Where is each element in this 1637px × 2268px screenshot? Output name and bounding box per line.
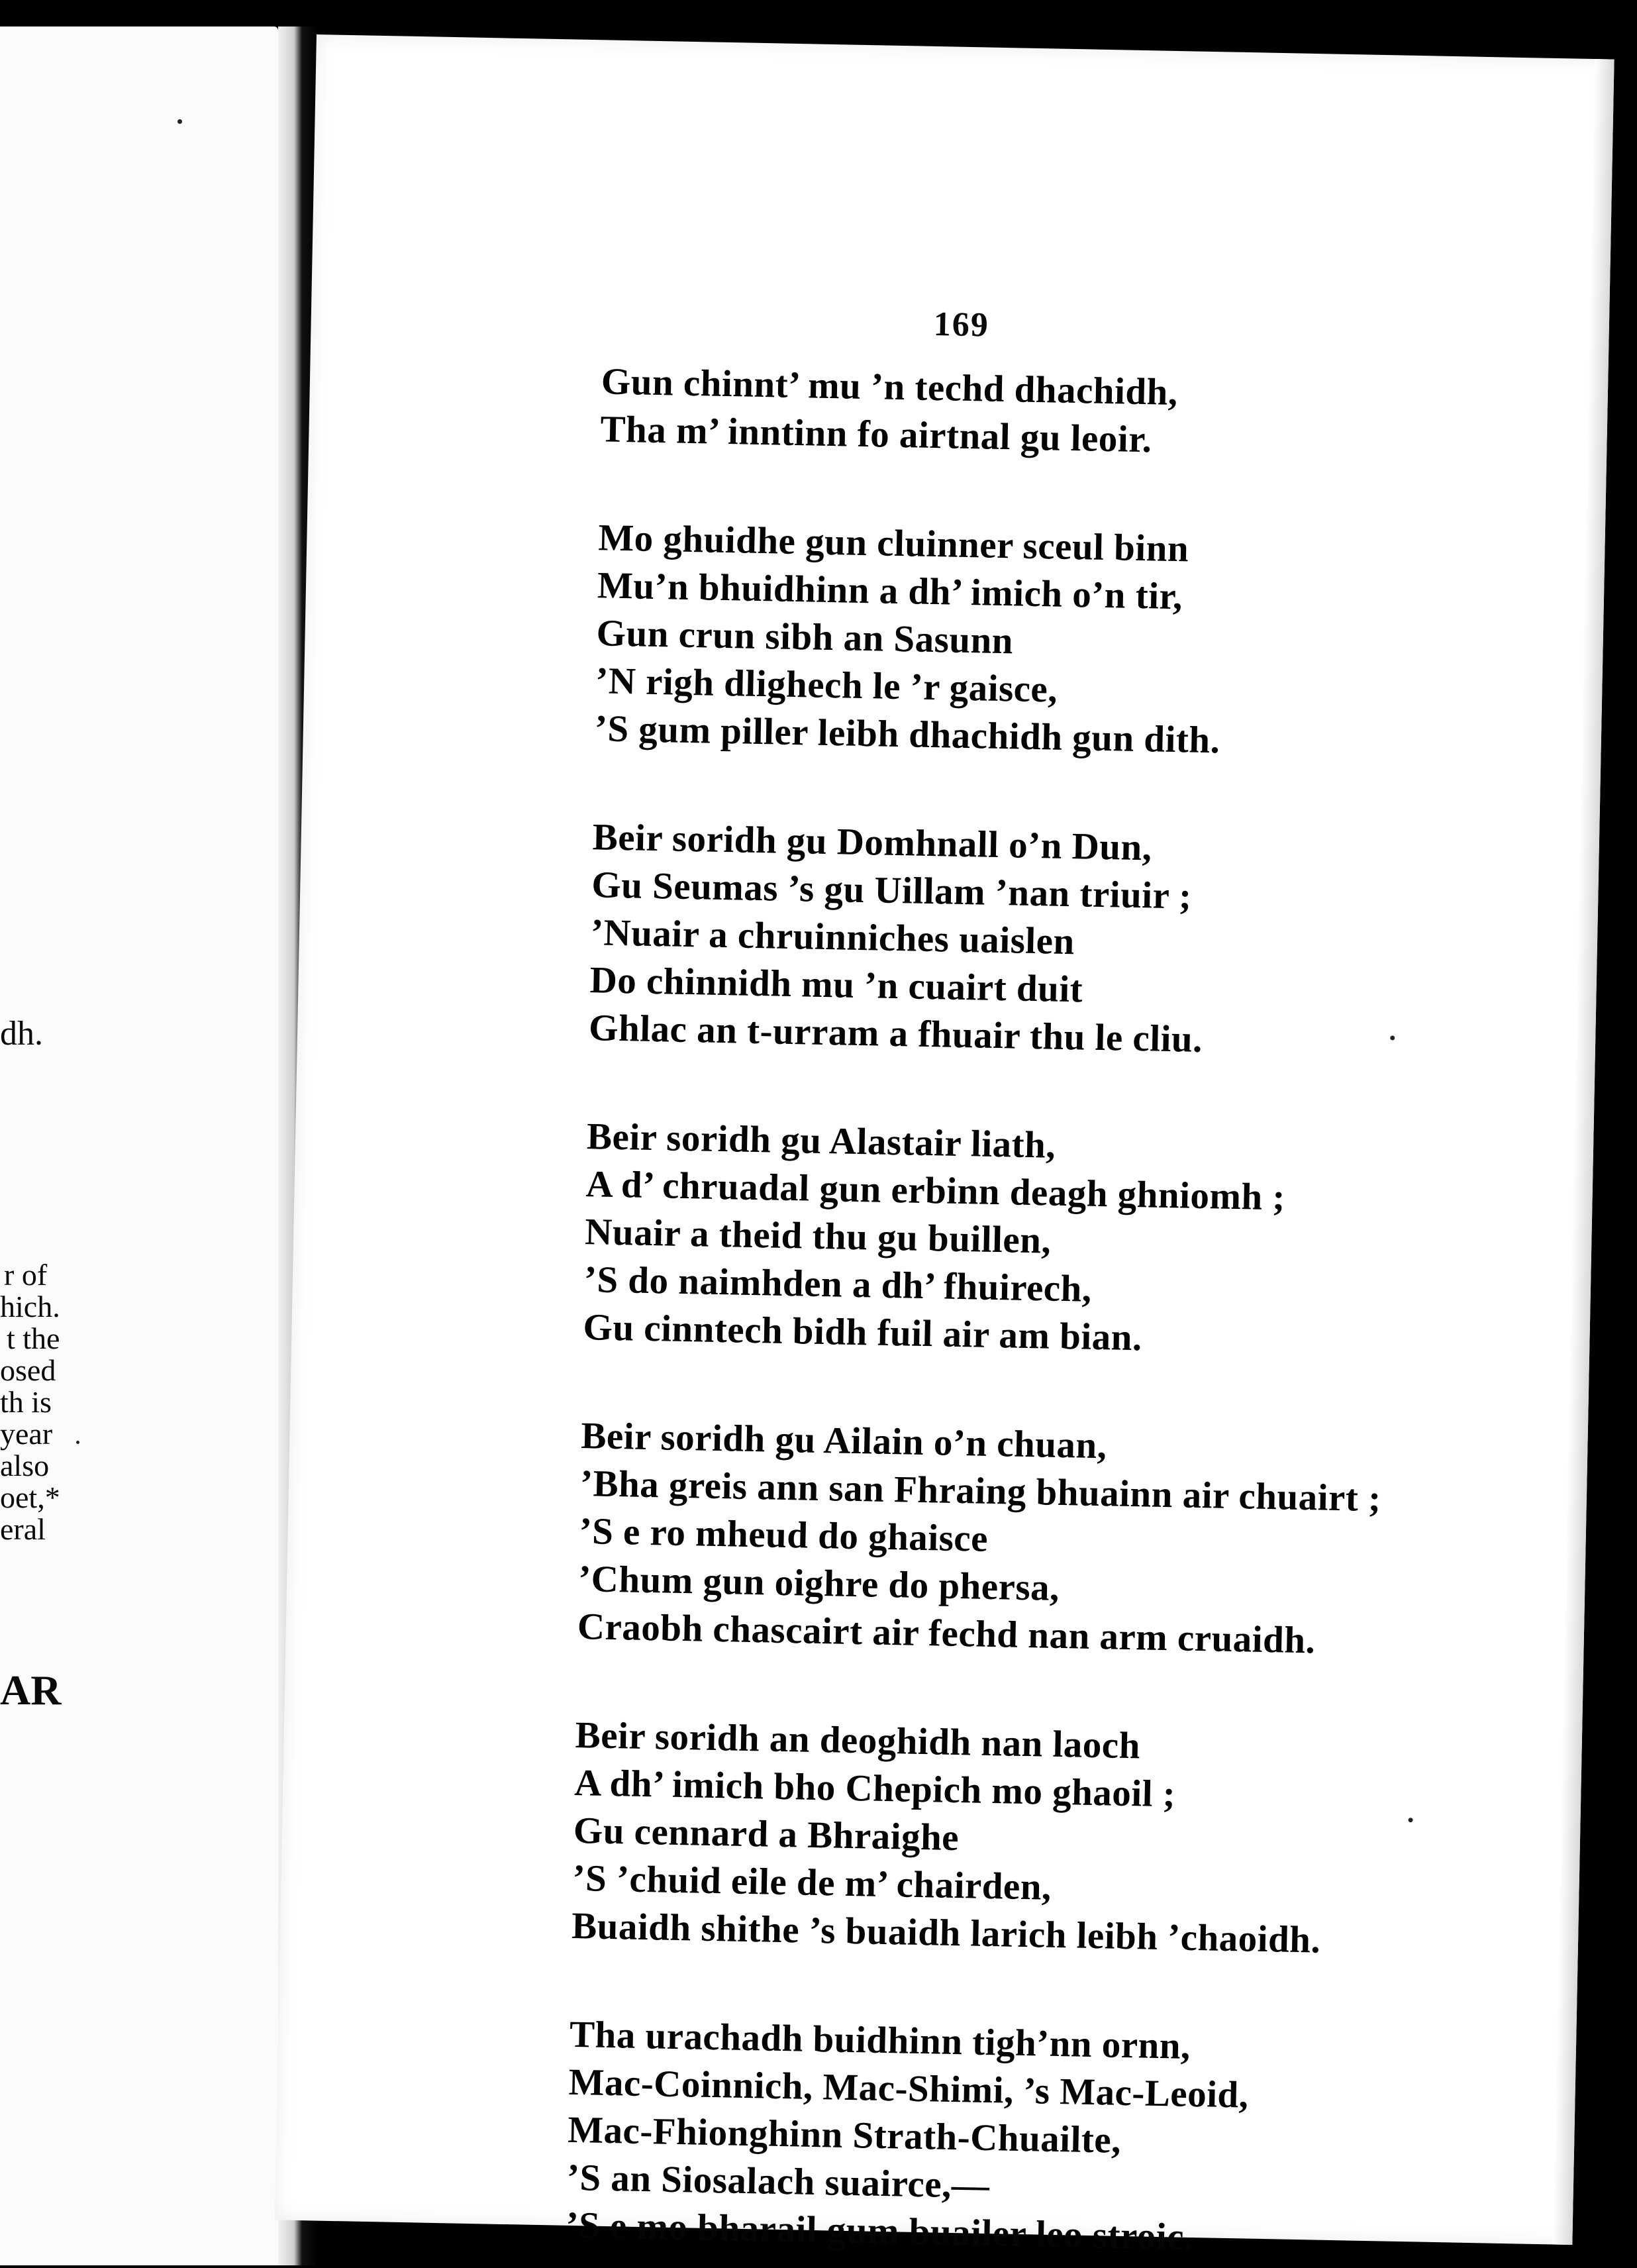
left-fragment: th is bbox=[0, 1385, 52, 1419]
poem-line: ’S ’chuid eile de m’ chairden, bbox=[572, 1857, 1052, 1908]
poem-line: Mac-Fhionghinn Strath-Chuailte, bbox=[567, 2108, 1122, 2161]
stanza bbox=[571, 1712, 1543, 1969]
poem-line: A d’ chruadal gun erbinn deagh ghniomh ; bbox=[585, 1163, 1286, 1219]
left-fragment: eral bbox=[0, 1512, 46, 1546]
poem-line: ’S e mo bharail gum buailer leo stroic. bbox=[565, 2204, 1195, 2259]
left-fragment: also bbox=[0, 1449, 50, 1482]
poem-line: ’S e ro mheud do ghaisce bbox=[579, 1510, 989, 1560]
poem bbox=[564, 358, 1568, 2268]
stanza bbox=[600, 358, 1568, 472]
left-fragment: year bbox=[0, 1417, 53, 1451]
left-fragment: dh. bbox=[0, 1015, 43, 1053]
scan-speck bbox=[76, 1441, 79, 1444]
page-number: 169 bbox=[933, 305, 990, 344]
left-fragment: AR bbox=[0, 1667, 62, 1714]
poem-line: Craobh chascairt air fechd nan arm cruaidh. bbox=[577, 1606, 1316, 1662]
poem-line: Mu’n bhuidhinn a dh’ imich o’n tir, bbox=[597, 564, 1183, 618]
poem-line: Mac-Coinnich, Mac-Shimi, ’s Mac-Leoid, bbox=[568, 2061, 1250, 2116]
poem-line: ’N righ dlighech le ’r gaisce, bbox=[595, 660, 1058, 711]
left-fragment: oet,* bbox=[0, 1480, 60, 1514]
poem-line: Gu cennard a Bhraighe bbox=[573, 1809, 960, 1859]
left-fragment: r of bbox=[4, 1258, 48, 1292]
poem-line: Gu cinntech bidh fuil air am bian. bbox=[583, 1306, 1143, 1359]
poem-line: A dh’ imich bho Chepich mo ghaoil ; bbox=[573, 1761, 1176, 1816]
stanza bbox=[566, 2011, 1537, 2268]
scan-speck bbox=[1390, 1035, 1395, 1040]
poem-line: ’Chum gun oighre do phersa, bbox=[577, 1558, 1060, 1609]
poem-line: ’S an Siosalach suairce,— bbox=[566, 2156, 990, 2207]
poem-line: Tha m’ inntinn fo airtnal gu leoir. bbox=[600, 408, 1153, 461]
poem-line: Beir soridh gu Domhnall o’n Dun, bbox=[592, 816, 1153, 869]
poem-line: ’Bha greis ann san Fhraing bhuainn air chuairt ; bbox=[579, 1463, 1382, 1520]
left-page bbox=[0, 26, 278, 2265]
poem-line: ’S gum piller leibh dhachidh gun dith. bbox=[594, 707, 1220, 762]
poem-line: Mo ghuidhe gun cluinner sceul binn bbox=[597, 517, 1189, 570]
poem-line: Nuair a theid thu gu buillen, bbox=[584, 1211, 1052, 1262]
left-fragment: t the bbox=[7, 1321, 60, 1355]
scan-speck bbox=[177, 119, 182, 124]
poem-line: Gu Seumas ’s gu Uillam ’nan triuir ; bbox=[591, 864, 1193, 917]
poem-line: Do chinnidh mu ’n cuairt duit bbox=[589, 959, 1083, 1011]
poem-line: ’S do naimhden a dh’ fhuirech, bbox=[583, 1259, 1093, 1310]
poem-line: Tha urachadh buidhinn tigh’nn ornn, bbox=[569, 2013, 1191, 2067]
stanza bbox=[589, 813, 1560, 1070]
poem-line: Gun crun sibh an Sasunn bbox=[596, 612, 1014, 662]
stanza bbox=[577, 1412, 1548, 1669]
poem-line: Ghlac an t-urram a fhuair thu le cliu. bbox=[588, 1007, 1203, 1060]
poem-line: ’Nuair a chruinniches uaislen bbox=[590, 911, 1075, 963]
poem-line: Beir soridh gu Alastair liath, bbox=[586, 1115, 1056, 1166]
stanza bbox=[594, 514, 1565, 771]
left-fragment: osed bbox=[0, 1353, 56, 1387]
right-page bbox=[275, 34, 1614, 2259]
poem-line: Gun chinnt’ mu ’n techd dhachidh, bbox=[601, 360, 1179, 414]
poem-line: Beir soridh an deoghidh nan laoch bbox=[575, 1714, 1141, 1767]
stanza bbox=[583, 1113, 1554, 1370]
poem-line: Buaidh shithe ’s buaidh larich leibh ’chaoidh. bbox=[571, 1904, 1321, 1961]
left-fragment: hich. bbox=[0, 1290, 60, 1323]
poem-line: Beir soridh gu Ailain o’n chuan, bbox=[580, 1415, 1108, 1467]
